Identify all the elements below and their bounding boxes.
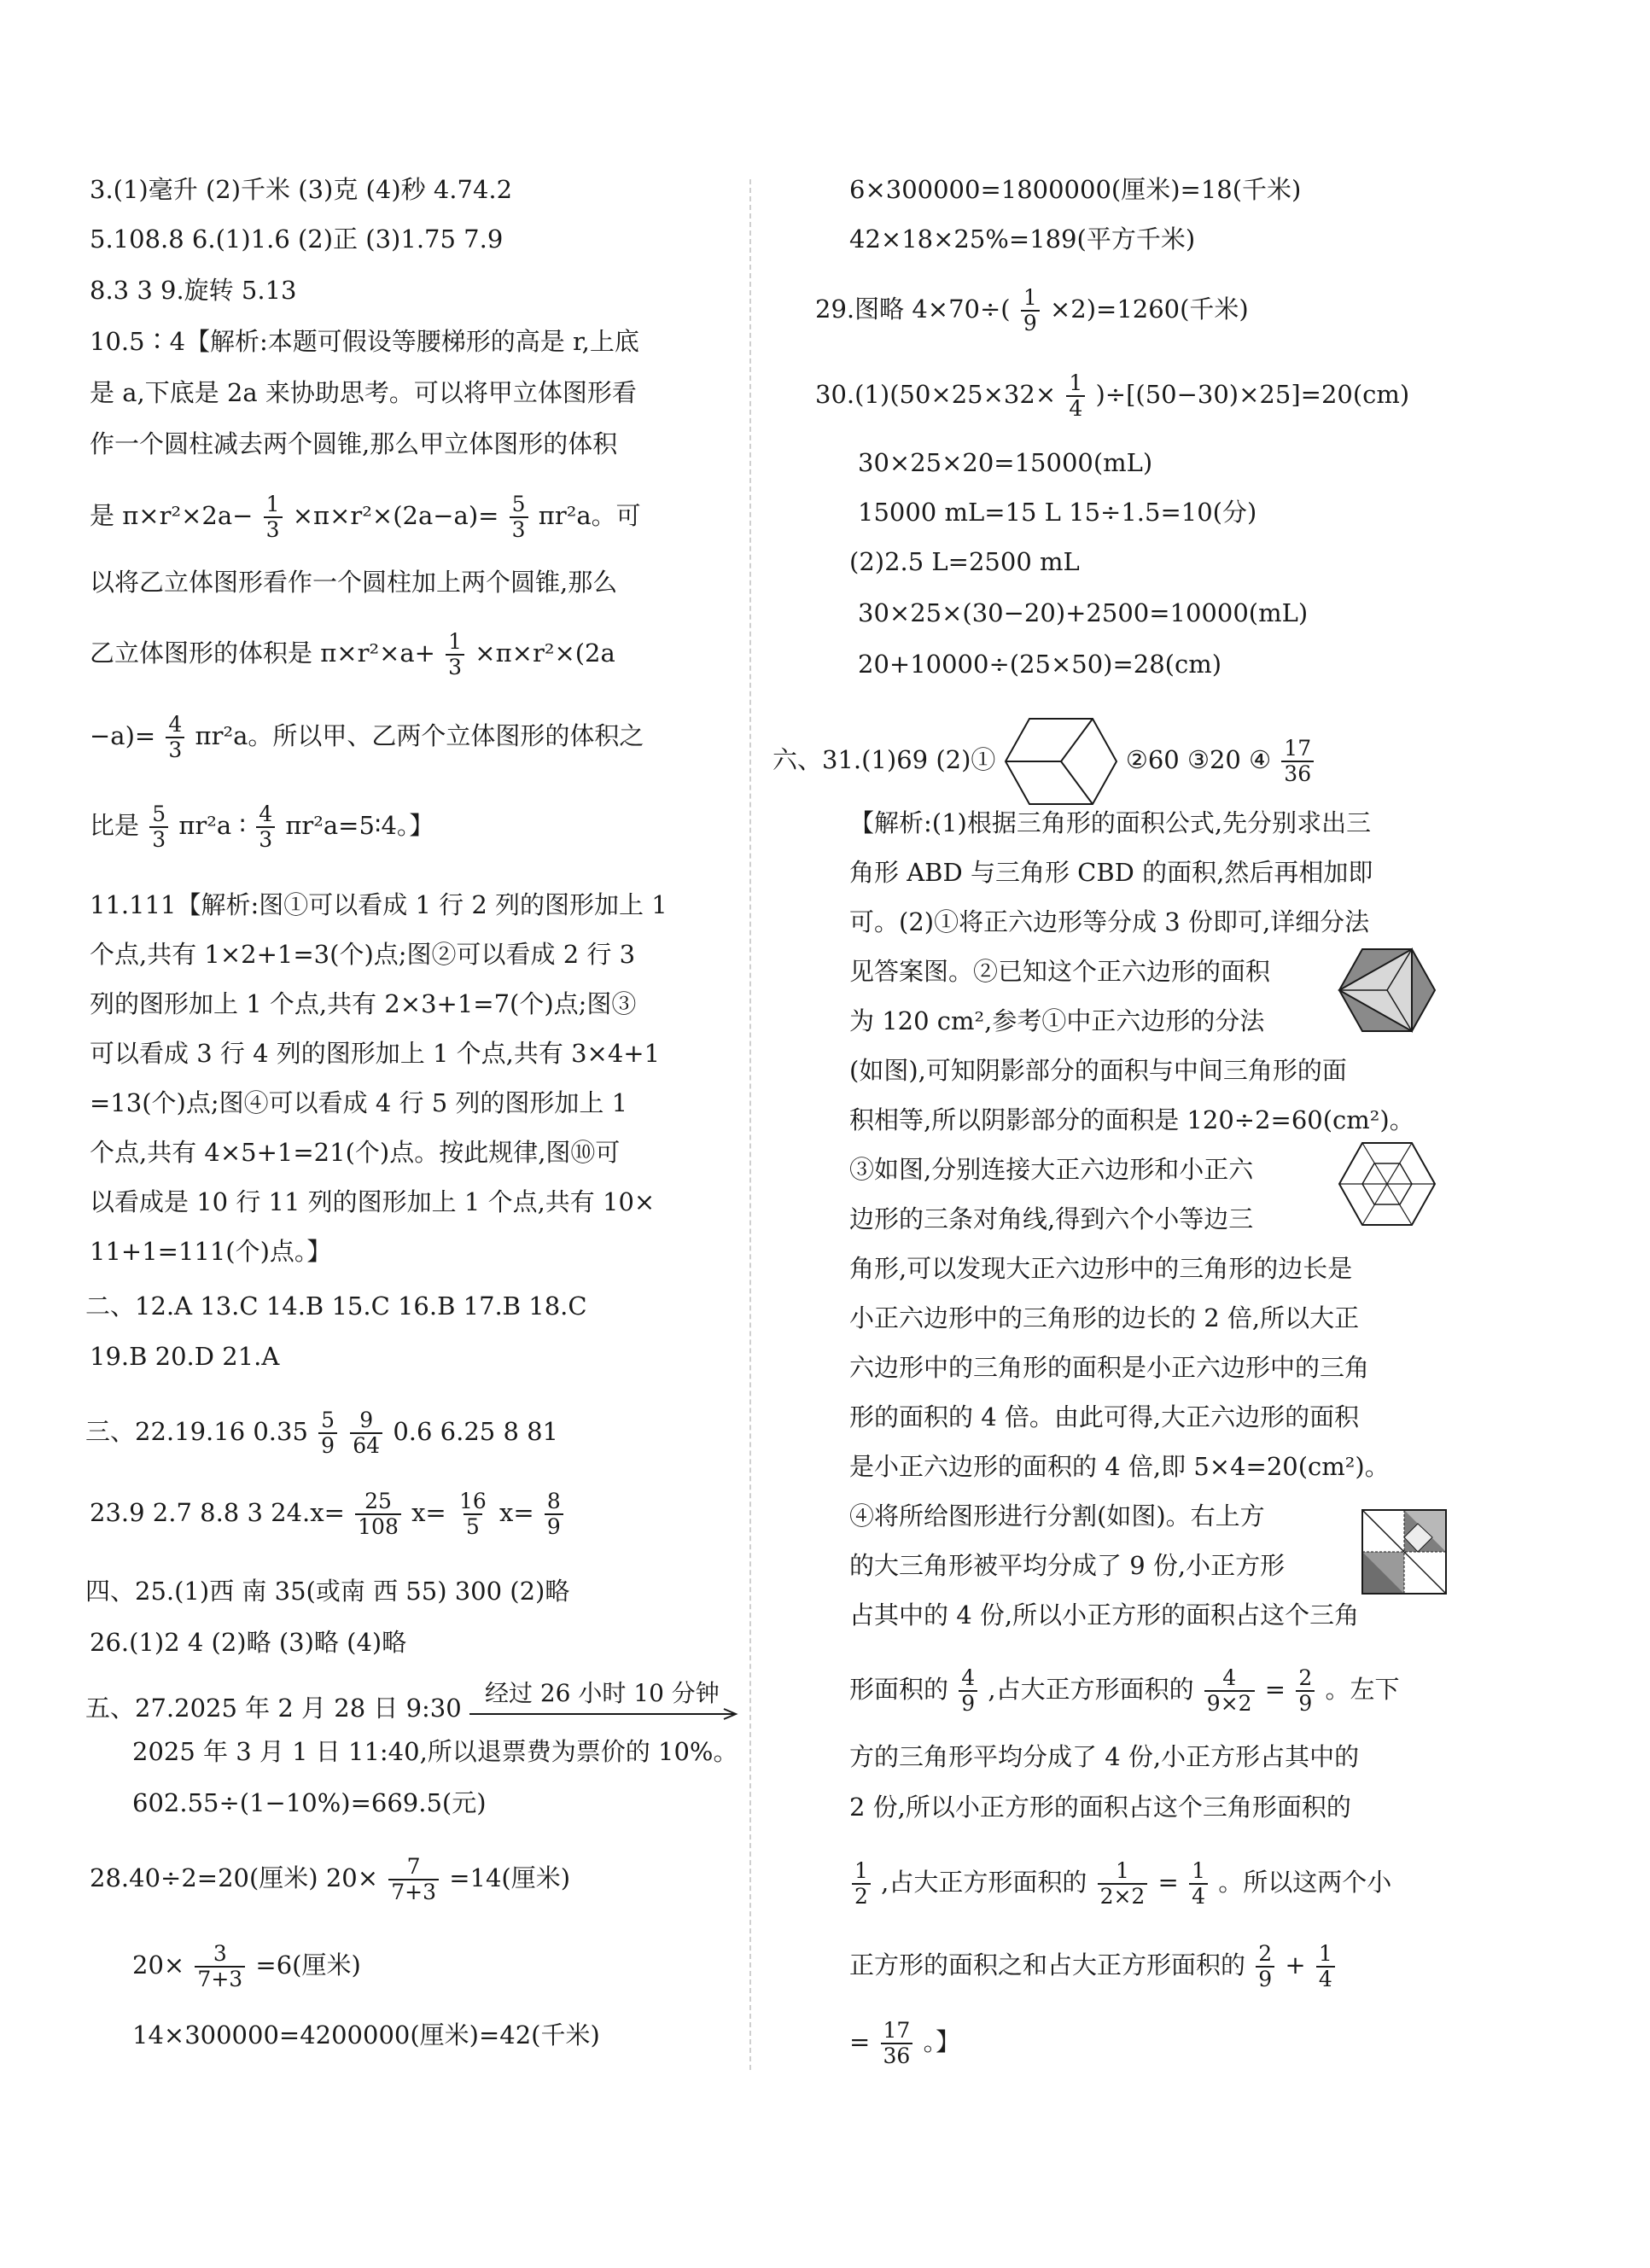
fraction: [1098, 1859, 1148, 1909]
q28-line: 14×300000=4200000(厘米)=42(千米): [132, 2020, 600, 2049]
fraction: [1281, 737, 1314, 786]
fraction: [852, 1859, 871, 1909]
q30-line: 30×25×20=15000(mL): [858, 448, 1153, 477]
text: −a)=: [90, 721, 156, 750]
nested-hexagon-figure: [1338, 1141, 1437, 1227]
q11-line: 列的图形加上 1 个点,共有 2×3+1=7(个)点;图③: [90, 989, 637, 1018]
fraction: [318, 1408, 337, 1458]
numerator: 25: [364, 1489, 392, 1513]
numerator: 1: [448, 629, 463, 654]
denominator: 36: [881, 2043, 913, 2068]
arrow-icon: [469, 1708, 743, 1720]
q28-line: [132, 1942, 361, 1991]
numerator: 1: [1069, 370, 1083, 395]
fraction: [1296, 1666, 1315, 1716]
explanation-line: 边形的三条对角线,得到六个小等边三: [849, 1204, 1254, 1233]
explanation-line: 【解析:(1)根据三角形的面积公式,先分别求出三: [849, 808, 1372, 837]
denominator: 3: [256, 826, 275, 852]
denominator: 9×2: [1204, 1690, 1255, 1716]
explanation-line: 方的三角形平均分成了 4 份,小正方形占其中的: [849, 1742, 1360, 1771]
text: x=: [411, 1498, 446, 1527]
numerator: 1: [265, 492, 280, 516]
text: 五、27.2025 年 2 月 28 日 9:30: [85, 1694, 462, 1723]
numerator: 8: [546, 1489, 561, 1513]
denominator: 5: [464, 1513, 482, 1539]
text: =: [1264, 1675, 1286, 1704]
explanation-line: 2 份,所以小正方形的面积占这个三角形面积的: [849, 1793, 1351, 1822]
numerator: 4: [1222, 1665, 1237, 1690]
numerator: 17: [1284, 736, 1312, 761]
fraction: [264, 493, 283, 542]
hexagon-split-figure: [1004, 717, 1118, 806]
text: )÷[(50−30)×25]=20(cm): [1095, 380, 1410, 409]
q10-line: [90, 802, 434, 852]
text: 比是: [90, 811, 140, 840]
fraction: [510, 493, 528, 542]
text: 29.图略 4×70÷(: [815, 294, 1011, 324]
q11-line: 11+1=111(个)点。】: [90, 1237, 332, 1266]
explanation-line: 的大三角形被平均分成了 9 份,小正方形: [849, 1551, 1286, 1580]
numerator: 5: [321, 1408, 335, 1432]
q11-line: 个点,共有 1×2+1=3(个)点;图②可以看成 2 行 3: [90, 940, 636, 969]
fraction: [1066, 371, 1085, 421]
text: ,占大正方形面积的: [988, 1675, 1194, 1704]
text: ×π×r²×(2a−a)=: [292, 501, 499, 530]
fraction: [881, 2019, 913, 2068]
shaded-hexagon-figure: [1338, 947, 1437, 1033]
text: ×π×r²×(2a: [475, 638, 615, 668]
explanation-line: 占其中的 4 份,所以小正方形的面积占这个三角: [849, 1600, 1360, 1630]
numerator: 1: [854, 1858, 868, 1883]
q10-line: 是 a,下底是 2a 来协助思考。可以将甲立体图形看: [90, 378, 637, 407]
text: 形面积的: [849, 1675, 949, 1704]
text: =: [1157, 1868, 1179, 1897]
denominator: 36: [1281, 761, 1314, 786]
q10-line: [90, 713, 644, 762]
q30-line: 15000 mL=15 L 15÷1.5=10(分): [858, 498, 1257, 527]
fraction: [195, 1942, 245, 1991]
text: +: [1285, 1950, 1306, 1979]
text: πr²a ∶: [178, 811, 246, 840]
q28-cont-line: 42×18×25%=189(平方千米): [849, 224, 1196, 254]
text: 。左下: [1325, 1675, 1400, 1704]
numerator: 4: [961, 1665, 976, 1690]
denominator: 2×2: [1098, 1883, 1148, 1909]
numerator: 16: [458, 1489, 487, 1513]
denominator: 108: [355, 1513, 401, 1539]
denominator: 9: [1021, 310, 1040, 335]
denominator: 9: [545, 1513, 563, 1539]
text: 20×: [132, 1950, 185, 1979]
section-4-line: 四、25.(1)西 南 35(或南 西 55) 300 (2)略: [85, 1577, 570, 1606]
explanation-line: ④将所给图形进行分割(如图)。右上方: [849, 1501, 1265, 1530]
q30-line: (2)2.5 L=2500 mL: [849, 547, 1080, 576]
text: πr²a。可: [538, 501, 641, 530]
denominator: 2: [852, 1883, 871, 1909]
explanation-line: 角形 ABD 与三角形 CBD 的面积,然后再相加即: [849, 858, 1373, 887]
q10-line: 10.5∶4【解析:本题可假设等腰梯形的高是 r,上底: [90, 327, 639, 356]
answer-line: 3.(1)毫升 (2)千米 (3)克 (4)秒 4.74.2: [90, 175, 513, 204]
denominator: 7+3: [388, 1879, 439, 1904]
text: πr²a=5∶4。】: [285, 811, 434, 840]
explanation-line: [849, 2019, 960, 2068]
q28-line: [90, 1855, 570, 1904]
numerator: 1: [1318, 1941, 1332, 1966]
text: x=: [498, 1498, 534, 1527]
text: =6(厘米): [255, 1950, 361, 1979]
numerator: 4: [168, 712, 183, 737]
answer-line: 8.3 3 9.旋转 5.13: [90, 276, 297, 305]
q30-line: 20+10000÷(25×50)=28(cm): [858, 650, 1222, 679]
text: ,占大正方形面积的: [881, 1868, 1087, 1897]
explanation-line: ③如图,分别连接大正六边形和小正六: [849, 1155, 1254, 1184]
fraction: [959, 1666, 977, 1716]
section-4-line: 26.(1)2 4 (2)略 (3)略 (4)略: [90, 1628, 407, 1657]
explanation-line: [849, 1666, 1399, 1716]
text: =14(厘米): [449, 1863, 571, 1892]
fraction: [1189, 1859, 1208, 1909]
q11-line: 11.111【解析:图①可以看成 1 行 2 列的图形加上 1: [90, 890, 668, 919]
explanation-line: [849, 1942, 1338, 1991]
q11-line: 可以看成 3 行 4 列的图形加上 1 个点,共有 3×4+1: [90, 1039, 661, 1068]
numerator: 7: [406, 1854, 421, 1879]
denominator: 3: [510, 516, 528, 542]
q11-line: =13(个)点;图④可以看成 4 行 5 列的图形加上 1: [90, 1088, 628, 1117]
numerator: 4: [259, 802, 273, 826]
q10-line: 作一个圆柱减去两个圆锥,那么甲立体图形的体积: [90, 429, 618, 458]
denominator: 9: [959, 1690, 977, 1716]
text: 。所以这两个小: [1218, 1868, 1392, 1897]
denominator: 3: [446, 654, 464, 679]
denominator: 9: [318, 1432, 337, 1458]
denominator: 9: [1296, 1690, 1315, 1716]
numerator: 3: [213, 1941, 227, 1966]
text: 23.9 2.7 8.8 3 24.x=: [90, 1498, 345, 1527]
numerator: 1: [1192, 1858, 1205, 1883]
section-5-line: 602.55÷(1−10%)=669.5(元): [132, 1788, 487, 1817]
text: 乙立体图形的体积是 π×r²×a+: [90, 638, 435, 668]
arrow-label: 经过 26 小时 10 分钟: [484, 1679, 720, 1707]
text: 。】: [923, 2027, 961, 2056]
column-divider: [749, 179, 751, 2070]
section-5-line: 2025 年 3 月 1 日 11:40,所以退票费为票价的 10%。: [132, 1737, 738, 1766]
text: 正方形的面积之和占大正方形面积的: [849, 1950, 1246, 1979]
explanation-line: 角形,可以发现大正六边形中的三角形的边长是: [849, 1254, 1353, 1283]
text: 是 π×r²×2a−: [90, 501, 254, 530]
explanation-line: [849, 1859, 1391, 1909]
fraction: [388, 1855, 439, 1904]
section-2-line: 二、12.A 13.C 14.B 15.C 16.B 17.B 18.C: [85, 1291, 587, 1321]
denominator: 64: [350, 1432, 382, 1458]
text: ×2)=1260(千米): [1049, 294, 1249, 324]
fraction: [1256, 1942, 1274, 1991]
numerator: 5: [511, 492, 526, 516]
numerator: 1: [1115, 1858, 1129, 1883]
section-3-line: [85, 1408, 558, 1458]
denominator: 3: [149, 826, 168, 852]
fraction: [545, 1490, 563, 1539]
section-3-line: [90, 1490, 566, 1539]
q31-line: [773, 717, 1316, 806]
text: 30.(1)(50×25×32×: [815, 380, 1057, 409]
explanation-line: 是小正六边形的面积的 4 倍,即 5×4=20(cm²)。: [849, 1452, 1390, 1481]
q10-line: [90, 630, 615, 679]
section-2-line: 19.B 20.D 21.A: [90, 1342, 280, 1371]
q28-cont-line: 6×300000=1800000(厘米)=18(千米): [849, 175, 1302, 204]
q11-line: 以看成是 10 行 11 列的图形加上 1 个点,共有 10×: [90, 1187, 656, 1216]
fraction: [446, 630, 464, 679]
answer-line: 5.108.8 6.(1)1.6 (2)正 (3)1.75 7.9: [90, 224, 504, 254]
explanation-line: 小正六边形中的三角形的边长的 2 倍,所以大正: [849, 1303, 1360, 1332]
numerator: 2: [1258, 1941, 1273, 1966]
denominator: 3: [264, 516, 283, 542]
fraction: [355, 1490, 401, 1539]
explanation-line: 积相等,所以阴影部分的面积是 120÷2=60(cm²)。: [849, 1105, 1414, 1134]
denominator: 7+3: [195, 1966, 245, 1991]
fraction: [149, 802, 168, 852]
text: 六、31.(1)69 (2)①: [773, 745, 996, 774]
fraction: [1316, 1942, 1335, 1991]
numerator: 2: [1298, 1665, 1313, 1690]
q11-line: 个点,共有 4×5+1=21(个)点。按此规律,图⑩可: [90, 1138, 621, 1167]
text: 三、22.19.16 0.35: [85, 1417, 308, 1446]
fraction: [1204, 1666, 1255, 1716]
explanation-line: 形的面积的 4 倍。由此可得,大正六边形的面积: [849, 1402, 1360, 1431]
text: =: [849, 2027, 871, 2056]
explanation-line: 见答案图。②已知这个正六边形的面积: [849, 957, 1271, 986]
denominator: 3: [166, 737, 184, 762]
fraction: [166, 713, 184, 762]
q30-line: [815, 371, 1409, 421]
denominator: 4: [1316, 1966, 1335, 1991]
fraction: [457, 1490, 489, 1539]
time-arrow: [469, 1679, 743, 1720]
explanation-line: 为 120 cm²,参考①中正六边形的分法: [849, 1006, 1265, 1035]
fraction: [350, 1408, 382, 1458]
numerator: 5: [152, 802, 166, 826]
explanation-line: 可。(2)①将正六边形等分成 3 份即可,详细分法: [849, 907, 1370, 936]
numerator: 17: [883, 2018, 911, 2043]
section-5-line: [85, 1679, 743, 1723]
text: ②60 ③20 ④: [1125, 745, 1272, 774]
fraction: [1021, 286, 1040, 335]
q30-line: 30×25×(30−20)+2500=10000(mL): [858, 598, 1309, 627]
numerator: 1: [1023, 285, 1037, 310]
denominator: 4: [1189, 1883, 1208, 1909]
fraction: [256, 802, 275, 852]
q10-line: [90, 493, 641, 542]
divided-square-figure: [1361, 1509, 1447, 1595]
q29-line: [815, 286, 1249, 335]
denominator: 4: [1066, 395, 1085, 421]
explanation-line: 六边形中的三角形的面积是小正六边形中的三角: [849, 1353, 1370, 1382]
denominator: 9: [1256, 1966, 1274, 1991]
numerator: 9: [359, 1408, 374, 1432]
text: πr²a。所以甲、乙两个立体图形的体积之: [195, 721, 644, 750]
text: 0.6 6.25 8 81: [393, 1417, 559, 1446]
text: 28.40÷2=20(厘米) 20×: [90, 1863, 379, 1892]
explanation-line: (如图),可知阴影部分的面积与中间三角形的面: [849, 1056, 1347, 1085]
q10-line: 以将乙立体图形看作一个圆柱加上两个圆锥,那么: [90, 568, 618, 597]
